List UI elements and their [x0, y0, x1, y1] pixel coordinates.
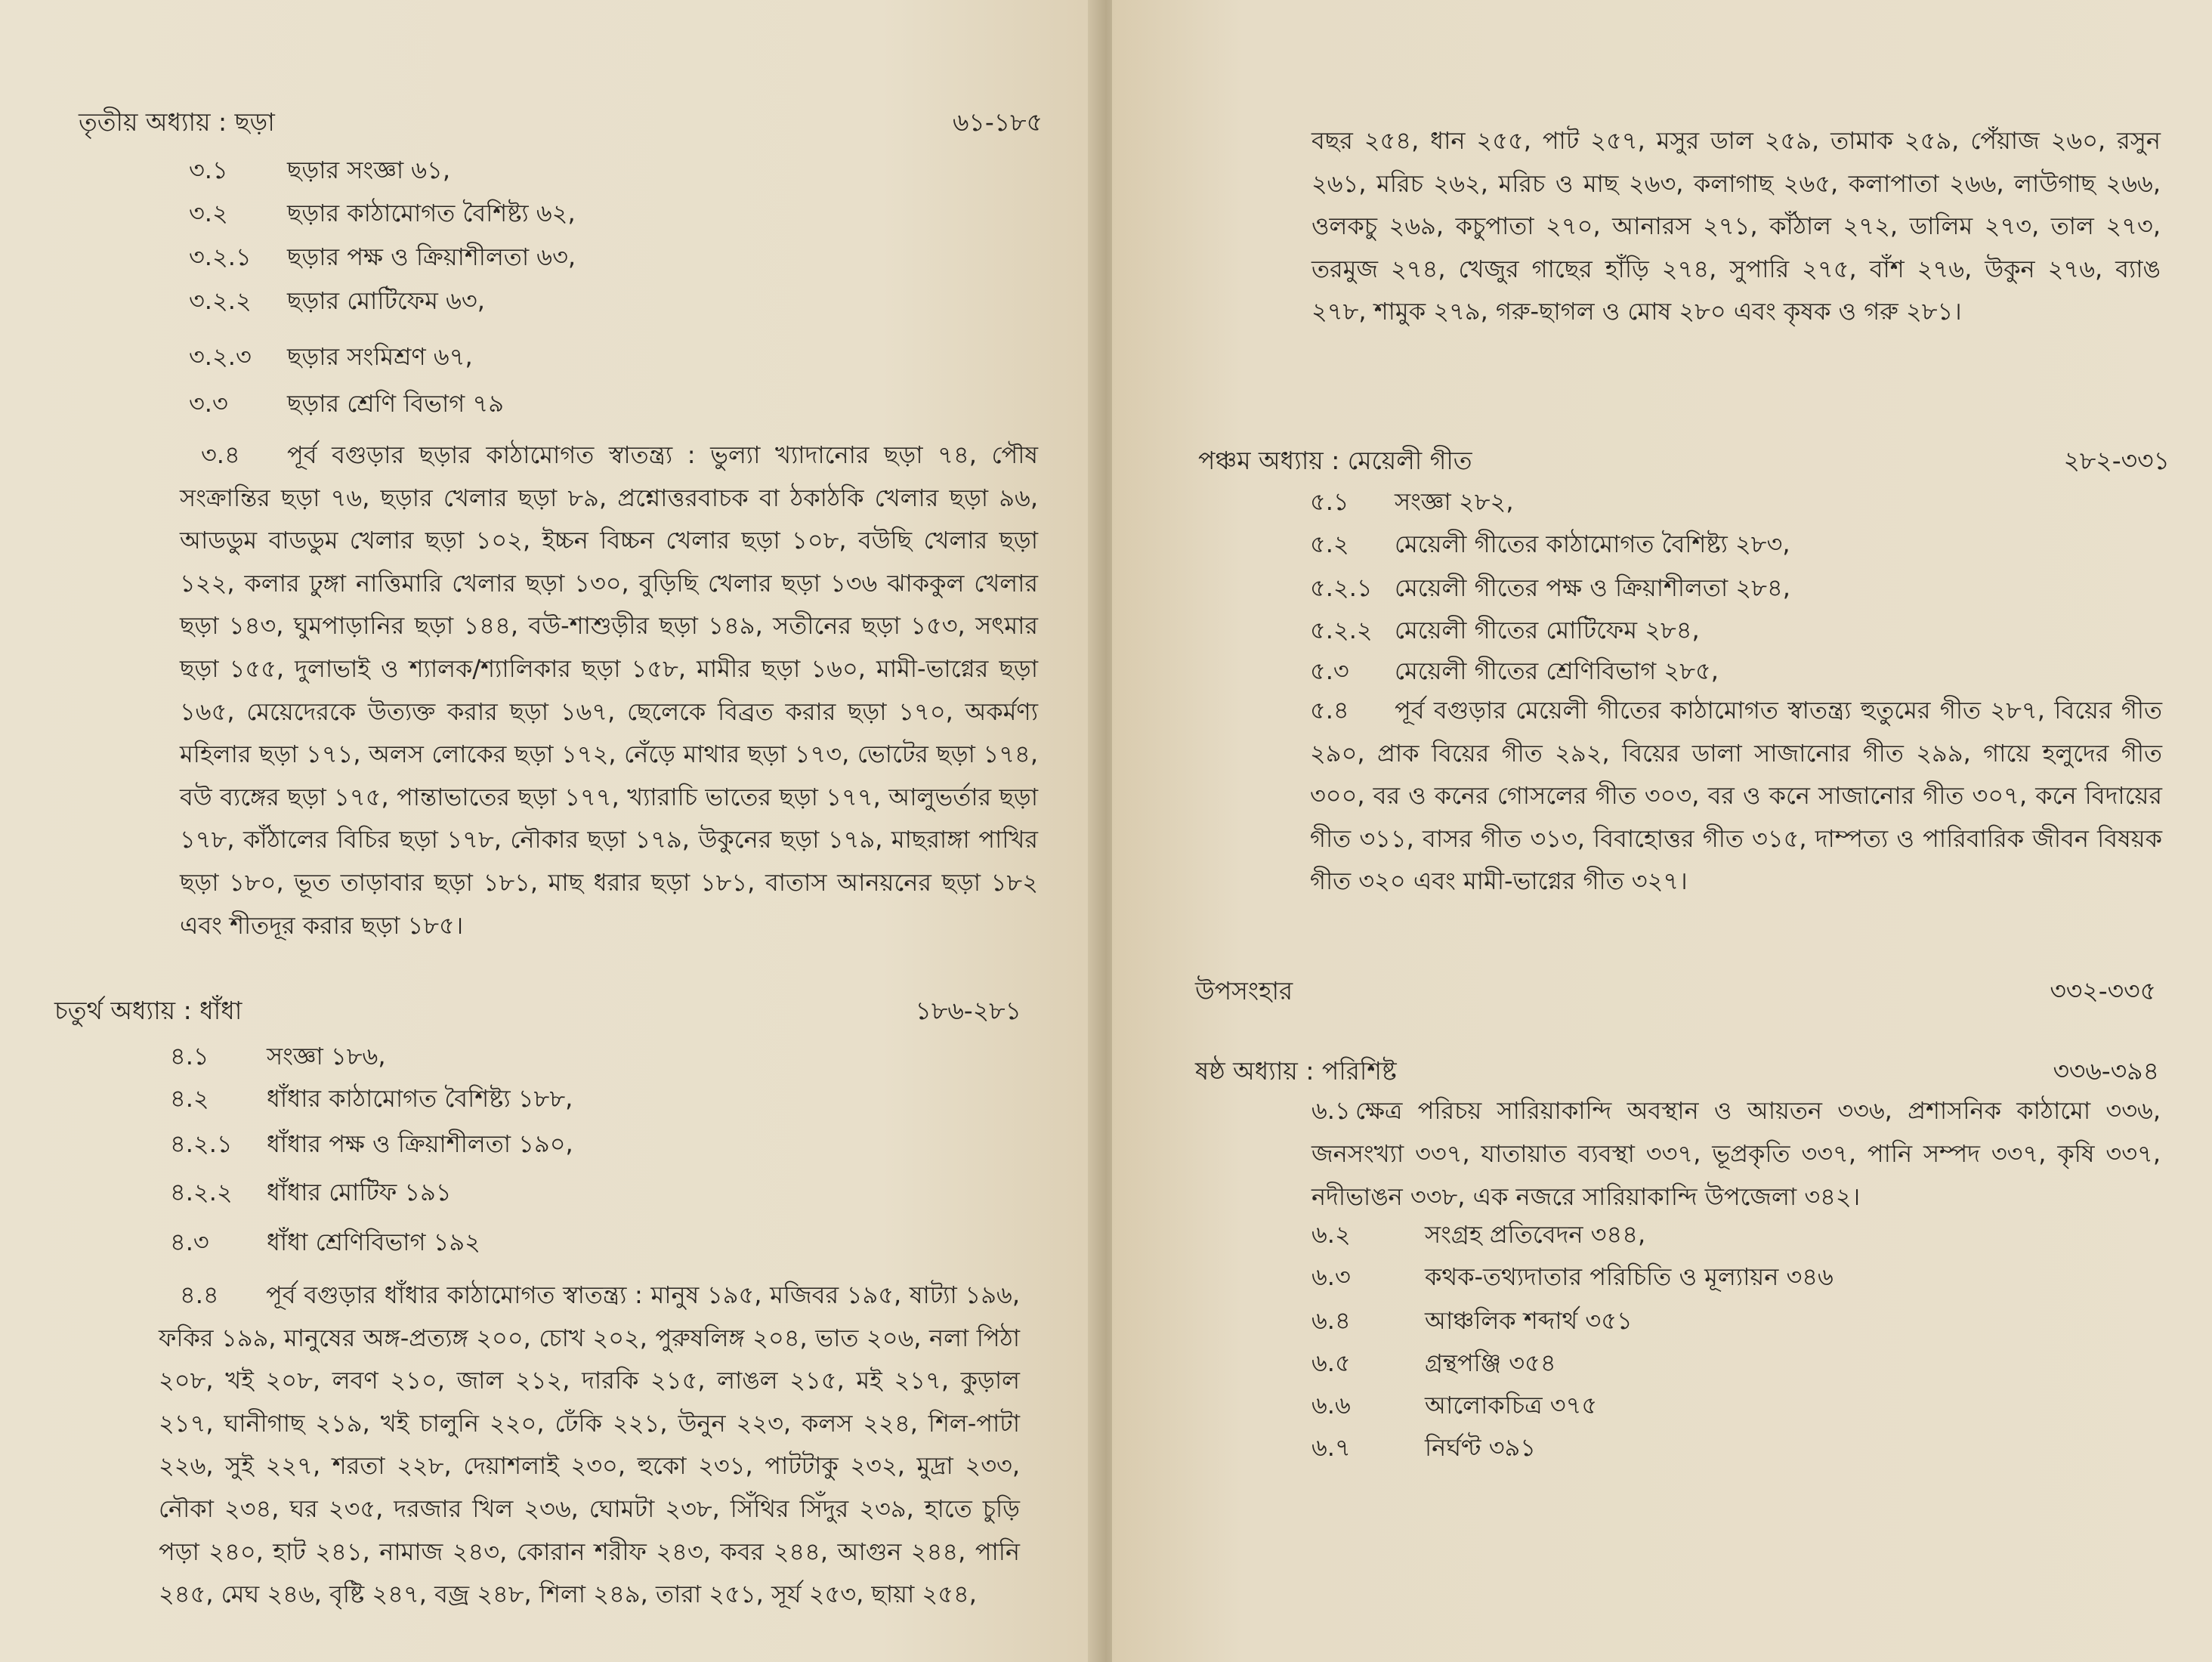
toc-item-number: ৪.২ — [170, 1084, 209, 1113]
toc-paragraph-6-1 — [1311, 1089, 2161, 1219]
toc-item-text: ছড়ার পক্ষ ও ক্রিয়াশীলতা ৬৩, — [287, 243, 576, 271]
chapter-5-title: পঞ্চম অধ্যায় : মেয়েলী গীত — [1198, 446, 1472, 475]
toc-item-text: ছড়ার মোটিফেম ৬৩, — [287, 286, 485, 315]
toc-item-text: সংজ্ঞা ২৮২, — [1395, 487, 1514, 516]
chapter-5-range: ২৮২-৩৩১ — [2063, 446, 2170, 475]
chapter-3-heading — [79, 107, 1043, 137]
chapter-4-title: চতুর্থ অধ্যায় : ধাঁধা — [54, 996, 243, 1025]
conclusion-range: ৩৩২-৩৩৫ — [2050, 976, 2156, 1006]
toc-paragraph-text: পূর্ব বগুড়ার মেয়েলী গীতের কাঠামোগত স্বাতন্ত্র্য হুতুমের গীত ২৮৭, বিয়ের গীত ২৯০, প্রাক বিয়ের গীত ২৯২, বিয়ের ডালা সাজানোর গীত ২৯৯, গায়ে হলুদের গীত ৩০০, বর ও কনের গোসলের গীত ৩০৩, বর ও কনে সাজানোর গীত ৩০৭, কনে বিদায়ের গীত ৩১১, বাসর গীত ৩১৩, বিবাহোত্তর গীত ৩১৫, দাম্পত্য ও পারিবারিক জীবন বিষয়ক গীত ৩২০ এবং মামী-ভাগ্নের গীত ৩২৭। — [1310, 696, 2162, 896]
toc-item-text: মেয়েলী গীতের মোটিফেম ২৮৪, — [1395, 616, 1700, 644]
toc-item-number: ৫.৪ — [1310, 696, 1349, 724]
toc-item-text: ছড়ার সংজ্ঞা ৬১, — [287, 156, 451, 184]
toc-item-number: ৩.২.২ — [189, 286, 252, 315]
toc-item-text: ধাঁধার পক্ষ ও ক্রিয়াশীলতা ১৯০, — [267, 1129, 573, 1158]
toc-item-number: ৩.৩ — [189, 389, 228, 418]
toc-item-text: কথক-তথ্যদাতার পরিচিতি ও মূল্যায়ন ৩৪৬ — [1425, 1262, 1834, 1291]
toc-item-number: ৪.২.১ — [170, 1129, 233, 1158]
toc-item-number: ৬.৬ — [1311, 1391, 1351, 1419]
chapter-6-title: ষষ্ঠ অধ্যায় : পরিশিষ্ট — [1195, 1056, 1397, 1086]
toc-item-number: ৫.২.২ — [1310, 616, 1373, 644]
toc-item-text: ছড়ার কাঠামোগত বৈশিষ্ট্য ৬২, — [287, 199, 576, 227]
toc-item-number: ৪.২.২ — [170, 1178, 233, 1206]
toc-item-text: ছড়ার শ্রেণি বিভাগ ৭৯ — [287, 389, 505, 418]
toc-paragraph-3-4 — [180, 434, 1038, 947]
toc-item-number: ৩.৪ — [201, 440, 240, 469]
toc-item-text: মেয়েলী গীতের পক্ষ ও ক্রিয়াশীলতা ২৮৪, — [1395, 573, 1790, 602]
toc-item-number: ৬.৩ — [1311, 1262, 1351, 1291]
toc-item-text: গ্রন্থপঞ্জি ৩৫৪ — [1425, 1348, 1556, 1377]
toc-item-number: ৫.১ — [1310, 487, 1349, 516]
toc-paragraph-4-4 — [159, 1274, 1020, 1616]
toc-item-number: ৪.৪ — [180, 1280, 219, 1309]
chapter-4-heading — [54, 996, 1021, 1026]
toc-paragraph-continued — [1311, 119, 2161, 333]
toc-paragraph-text: ক্ষেত্র পরিচয় সারিয়াকান্দি অবস্থান ও আয়তন ৩৩৬, প্রশাসনিক কাঠামো ৩৩৬, জনসংখ্যা ৩৩৭, যাতায়াত ব্যবস্থা ৩৩৭, ভূপ্রকৃতি ৩৩৭, পানি সম্পদ ৩৩৭, কৃষি ৩৩৭, নদীভাঙন ৩৩৮, এক নজরে সারিয়াকান্দি উপজেলা ৩৪২। — [1311, 1096, 2161, 1211]
toc-item-text: ধাঁধার কাঠামোগত বৈশিষ্ট্য ১৮৮, — [267, 1084, 573, 1113]
toc-item-number: ৫.২ — [1310, 530, 1349, 558]
toc-item-number: ৫.২.১ — [1310, 573, 1373, 602]
toc-item-text: আলোকচিত্র ৩৭৫ — [1425, 1391, 1598, 1419]
toc-item-number: ৪.৩ — [170, 1228, 209, 1256]
toc-item-number: ৬.৪ — [1311, 1306, 1351, 1335]
toc-item-number: ৬.২ — [1311, 1220, 1351, 1249]
toc-item-text: ছড়ার সংমিশ্রণ ৬৭, — [287, 342, 473, 371]
toc-item-number: ৫.৩ — [1310, 656, 1349, 685]
toc-item-text: ধাঁধা শ্রেণিবিভাগ ১৯২ — [267, 1228, 480, 1256]
toc-item-number: ৪.১ — [170, 1042, 209, 1070]
conclusion-heading — [1195, 976, 2156, 1006]
toc-item-text: সংগ্রহ প্রতিবেদন ৩৪৪, — [1425, 1220, 1646, 1249]
chapter-3-title: তৃতীয় অধ্যায় : ছড়া — [79, 107, 275, 137]
chapter-6-heading — [1195, 1056, 2159, 1086]
toc-item-number: ৩.২.৩ — [189, 342, 252, 371]
toc-item-number: ৩.১ — [189, 156, 228, 184]
toc-item-text: সংজ্ঞা ১৮৬, — [267, 1042, 386, 1070]
toc-item-text: নির্ঘণ্ট ৩৯১ — [1425, 1433, 1537, 1462]
toc-item-number: ৬.৫ — [1311, 1348, 1351, 1377]
toc-item-number: ৩.২.১ — [189, 243, 252, 271]
toc-item-text: মেয়েলী গীতের শ্রেণিবিভাগ ২৮৫, — [1395, 656, 1719, 685]
toc-paragraph-5-4 — [1310, 689, 2162, 903]
chapter-6-range: ৩৩৬-৩৯৪ — [2053, 1056, 2159, 1086]
toc-item-number: ৩.২ — [189, 199, 228, 227]
toc-item-text: মেয়েলী গীতের কাঠামোগত বৈশিষ্ট্য ২৮৩, — [1395, 530, 1790, 558]
chapter-4-range: ১৮৬-২৮১ — [915, 996, 1021, 1025]
toc-paragraph-text: পূর্ব বগুড়ার ধাঁধার কাঠামোগত স্বাতন্ত্র্য : মানুষ ১৯৫, মজিবর ১৯৫, ষাট্যা ১৯৬, ফকির ১৯৯, মানুষের অঙ্গ-প্রত্যঙ্গ ২০০, চোখ ২০২, পুরুষলিঙ্গ ২০৪, ভাত ২০৬, নলা পিঠা ২০৮, খই ২০৮, লবণ ২১০, জাল ২১২, দারকি ২১৫, লাঙল ২১৫, মই ২১৭, কুড়াল ২১৭, ঘানীগাছ ২১৯, খই চালুনি ২২০, ঢেঁকি ২২১, উনুন ২২৩, কলস ২২৪, শিল-পাটা ২২৬, সুই ২২৭, শরতা ২২৮, দেয়াশলাই ২৩০, হুকো ২৩১, পাটটাকু ২৩২, মুদ্রা ২৩৩, নৌকা ২৩৪, ঘর ২৩৫, দরজার খিল ২৩৬, ঘোমটা ২৩৮, সিঁথির সিঁদুর ২৩৯, হাতে চুড়ি পড়া ২৪০, হাট ২৪১, নামাজ ২৪৩, কোরান শরীফ ২৪৩, কবর ২৪৪, আগুন ২৪৪, পানি ২৪৫, মেঘ ২৪৬, বৃষ্টি ২৪৭, বজ্র ২৪৮, শিলা ২৪৯, তারা ২৫১, সূর্য ২৫৩, ছায়া ২৫৪, — [159, 1280, 1020, 1609]
toc-item-text: আঞ্চলিক শব্দার্থ ৩৫১ — [1425, 1306, 1633, 1335]
chapter-3-range: ৬১-১৮৫ — [952, 107, 1043, 137]
toc-paragraph-text: বছর ২৫৪, ধান ২৫৫, পাট ২৫৭, মসুর ডাল ২৫৯, তামাক ২৫৯, পেঁয়াজ ২৬০, রসুন ২৬১, মরিচ ২৬২, মরিচ ও মাছ ২৬৩, কলাগাছ ২৬৫, কলাপাতা ২৬৬, লাউগাছ ২৬৬, ওলকচু ২৬৯, কচুপাতা ২৭০, আনারস ২৭১, কাঁঠাল ২৭২, ডালিম ২৭৩, তাল ২৭৩, তরমুজ ২৭৪, খেজুর গাছের হাঁড়ি ২৭৪, সুপারি ২৭৫, বাঁশ ২৭৬, উকুন ২৭৬, ব্যাঙ ২৭৮, শামুক ২৭৯, গরু-ছাগল ও মোষ ২৮০ এবং কৃষক ও গরু ২৮১। — [1311, 126, 2161, 326]
toc-item-number: ৬.৭ — [1311, 1433, 1351, 1462]
toc-item-text: ধাঁধার মোটিফ ১৯১ — [267, 1178, 452, 1206]
chapter-5-heading — [1198, 446, 2170, 476]
toc-paragraph-text: পূর্ব বগুড়ার ছড়ার কাঠামোগত স্বাতন্ত্র্য : ভুল্যা খ্যাদানোর ছড়া ৭৪, পৌষ সংক্রান্তির ছড়া ৭৬, ছড়ার খেলার ছড়া ৮৯, প্রশ্নোত্তরবাচক বা ঠকাঠকি খেলার ছড়া ৯৬, আডডুম বাডডুম খেলার ছড়া ১০২, ইচ্চন বিচ্চন খেলার ছড়া ১০৮, বউছি খেলার ছড়া ১২২, কলার ঢুঙ্গা নাত্তিমারি খেলার ছড়া ১৩০, বুড়িছি খেলার ছড়া ১৩৬ ঝাককুল খেলার ছড়া ১৪৩, ঘুমপাড়ানির ছড়া ১৪৪, বউ-শাশুড়ীর ছড়া ১৪৯, সতীনের ছড়া ১৫৩, সৎমার ছড়া ১৫৫, দুলাভাই ও শ্যালক/শ্যালিকার ছড়া ১৫৮, মামীর ছড়া ১৬০, মামী-ভাগ্নের ছড়া ১৬৫, মেয়েদেরকে উত্যক্ত করার ছড়া ১৬৭, ছেলেকে বিব্রত করার ছড়া ১৭০, অকর্মণ্য মহিলার ছড়া ১৭১, অলস লোকের ছড়া ১৭২, নেঁড়ে মাথার ছড়া ১৭৩, ভোটের ছড়া ১৭৪, বউ ব্যঙ্গের ছড়া ১৭৫, পান্তাভাতের ছড়া ১৭৭, খ্যারাচি ভাতের ছড়া ১৭৭, আলুভর্তার ছড়া ১৭৮, কাঁঠালের বিচির ছড়া ১৭৮, নৌকার ছড়া ১৭৯, উকুনের ছড়া ১৭৯, মাছরাঙ্গা পাখির ছড়া ১৮০, ভূত তাড়াবার ছড়া ১৮১, মাছ ধরার ছড়া ১৮১, বাতাস আনয়নের ছড়া ১৮২ এবং শীতদূর করার ছড়া ১৮৫। — [180, 440, 1038, 940]
toc-item-number: ৬.১ — [1311, 1096, 1351, 1125]
conclusion-title: উপসংহার — [1195, 976, 1293, 1006]
